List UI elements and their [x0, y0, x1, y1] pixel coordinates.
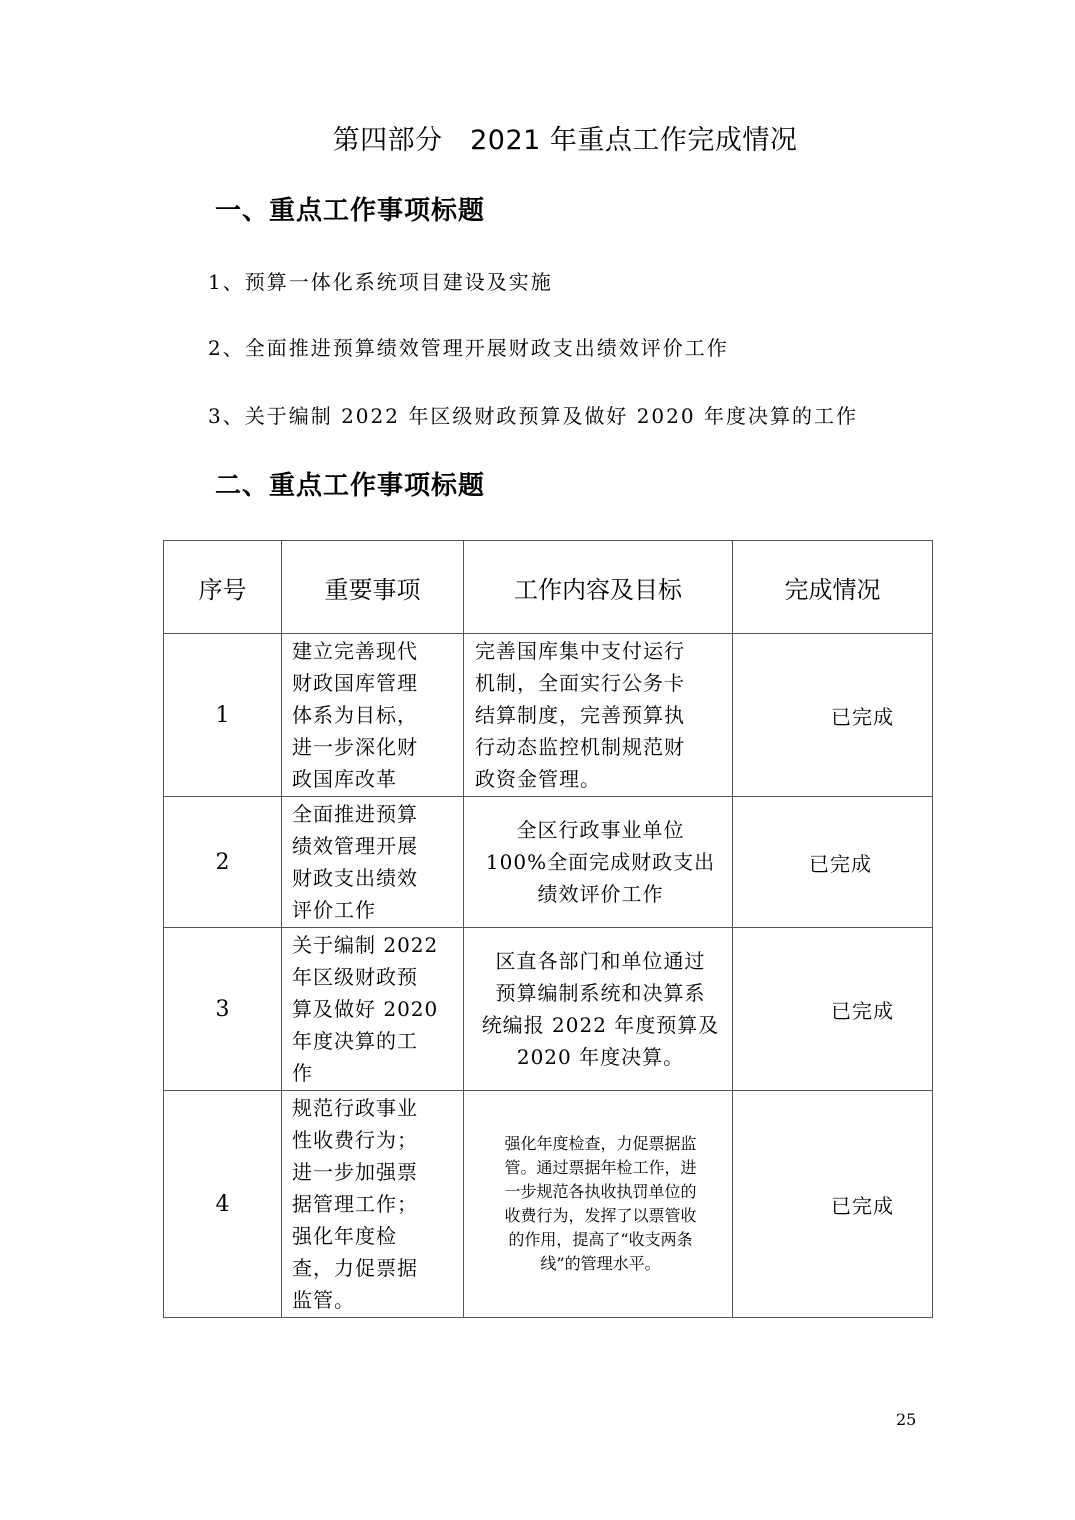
cell-status: 已完成	[733, 928, 933, 1091]
header-no: 序号	[164, 541, 282, 634]
cell-status: 已完成	[733, 1091, 933, 1318]
cell-goal: 全区行政事业单位 100%全面完成财政支出 绩效评价工作	[464, 797, 733, 928]
list-item: 2、全面推进预算绩效管理开展财政支出绩效评价工作	[208, 336, 729, 360]
cell-goal: 强化年度检查，力促票据监 管。通过票据年检工作，进 一步规范各执收执罚单位的 收费行为，发挥了以票管收 的作用，提高了“收支两条 线”的管理水平。	[464, 1091, 733, 1318]
cell-goal: 区直各部门和单位通过 预算编制系统和决算系 统编报 2022 年度预算及 2020 年度决算。	[464, 928, 733, 1091]
table-header-row	[164, 541, 933, 634]
table-row	[164, 928, 933, 1091]
list-item: 3、关于编制 2022 年区级财政预算及做好 2020 年度决算的工作	[208, 404, 858, 428]
cell-goal: 完善国库集中支付运行 机制，全面实行公务卡 结算制度，完善预算执 行动态监控机制规范财 政资金管理。	[464, 634, 733, 797]
table-row	[164, 1091, 933, 1318]
list-item: 1、预算一体化系统项目建设及实施	[208, 270, 553, 294]
page-number: 25	[896, 1410, 917, 1429]
cell-no: 1	[164, 634, 282, 797]
section-heading-2: 二、重点工作事项标题	[215, 471, 486, 501]
table-row	[164, 797, 933, 928]
header-status: 完成情况	[733, 541, 933, 634]
table-row	[164, 634, 933, 797]
cell-item: 规范行政事业 性收费行为； 进一步加强票 据管理工作； 强化年度检 查，力促票据 监管。	[282, 1091, 464, 1318]
key-tasks-table	[163, 540, 933, 1318]
cell-item: 建立完善现代 财政国库管理 体系为目标， 进一步深化财 政国库改革	[282, 634, 464, 797]
header-goal: 工作内容及目标	[464, 541, 733, 634]
cell-no: 3	[164, 928, 282, 1091]
cell-item: 全面推进预算 绩效管理开展 财政支出绩效 评价工作	[282, 797, 464, 928]
section-heading-1: 一、重点工作事项标题	[215, 196, 486, 226]
cell-no: 4	[164, 1091, 282, 1318]
cell-no: 2	[164, 797, 282, 928]
cell-status: 已完成	[733, 634, 933, 797]
cell-item: 关于编制 2022 年区级财政预 算及做好 2020 年度决算的工 作	[282, 928, 464, 1091]
cell-status: 已完成	[733, 797, 933, 928]
header-item: 重要事项	[282, 541, 464, 634]
page-title: 第四部分 2021 年重点工作完成情况	[332, 125, 798, 156]
